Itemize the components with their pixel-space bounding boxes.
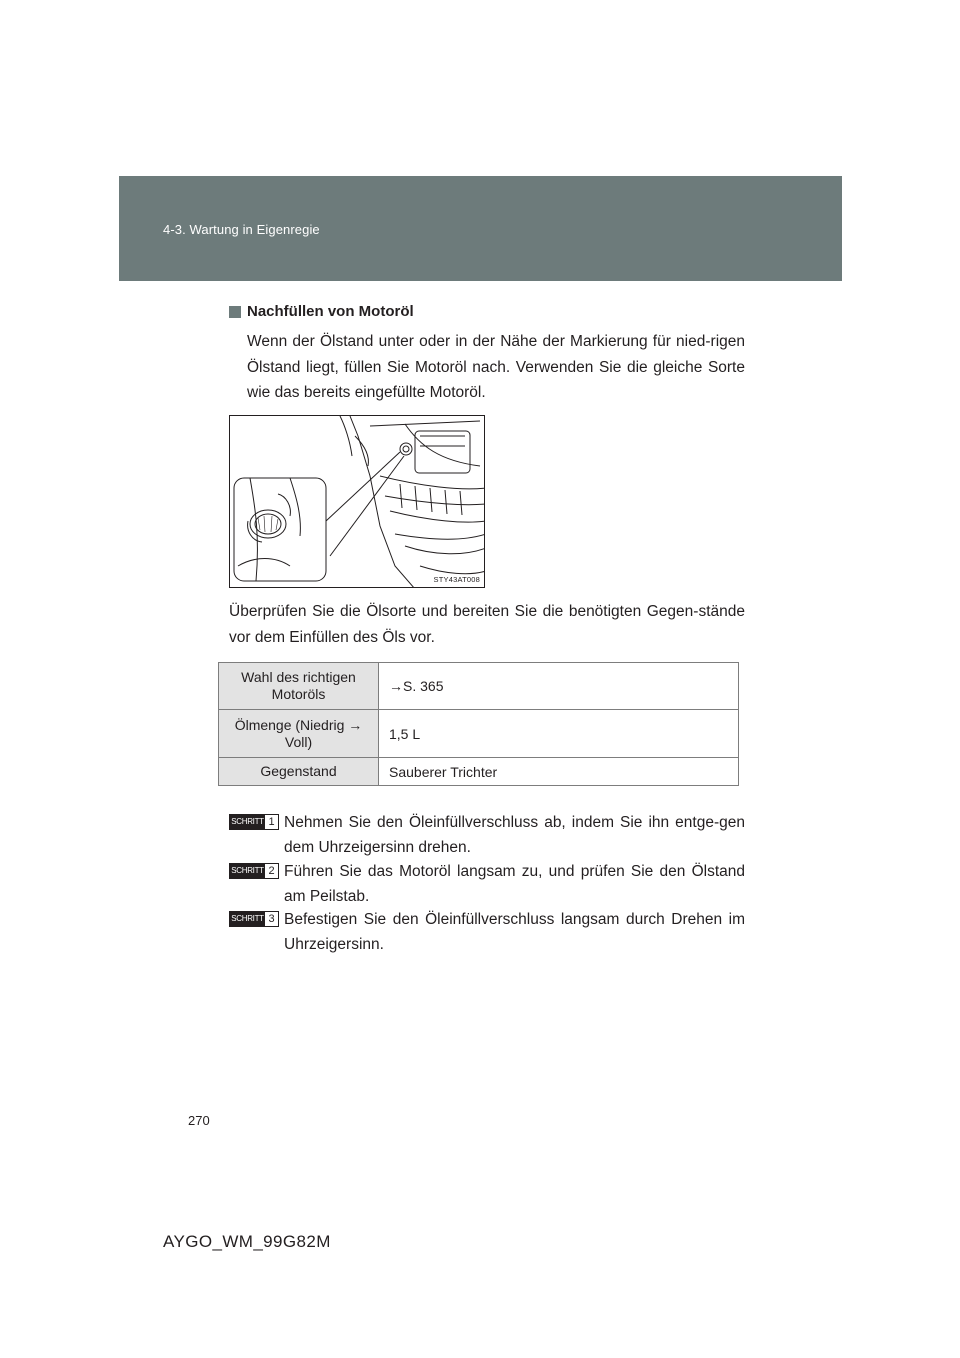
bullet-square-icon <box>229 306 241 318</box>
intro-paragraph: Wenn der Ölstand unter oder in der Nähe der Markierung für nied-rigen Ölstand liegt, füllen Sie Motoröl nach. Verwenden Sie die gleiche Sorte wie das bereits eingefüllte Motoröl. <box>247 333 745 401</box>
table-row <box>219 710 739 758</box>
section-title: 4-3. Wartung in Eigenregie <box>163 222 320 237</box>
table-value-cell: →S. 365 <box>379 663 739 710</box>
table-value-cell: Sauberer Trichter <box>379 758 739 786</box>
step-badge-label: SCHRITT <box>230 864 265 878</box>
step-badge-number: 2 <box>265 864 278 878</box>
step-text: Befestigen Sie den Öleinfüllverschluss langsam durch Drehen im Uhrzeigersinn. <box>284 911 745 953</box>
section-heading <box>229 303 414 320</box>
step-2 <box>229 860 745 909</box>
step-text: Führen Sie das Motoröl langsam zu, und prüfen Sie den Ölstand am Peilstab. <box>284 863 745 905</box>
document-code: AYGO_WM_99G82M <box>163 1232 331 1251</box>
table-key-cell: Wahl des richtigen Motoröls <box>219 663 379 710</box>
heading-text: Nachfüllen von Motoröl <box>247 303 414 320</box>
table-row <box>219 663 739 710</box>
step-3 <box>229 908 745 957</box>
step-badge-label: SCHRITT <box>230 912 265 926</box>
engine-oil-cap-illustration <box>229 415 485 588</box>
table-value-cell: 1,5 L <box>379 710 739 758</box>
step-badge <box>229 911 279 927</box>
step-badge-number: 3 <box>265 912 278 926</box>
check-paragraph: Überprüfen Sie die Ölsorte und bereiten Sie die benötigten Gegen-stände vor dem Einfüllen des Öls vor. <box>229 603 745 646</box>
spec-table <box>218 662 739 786</box>
table-row <box>219 758 739 786</box>
step-text: Nehmen Sie den Öleinfüllverschluss ab, indem Sie ihn entge-gen dem Uhrzeigersinn drehen. <box>284 814 745 856</box>
step-1 <box>229 811 745 860</box>
step-badge <box>229 863 279 879</box>
step-badge-number: 1 <box>265 815 278 829</box>
table-key-cell: Gegenstand <box>219 758 379 786</box>
engine-bay-drawing <box>230 416 485 588</box>
figure-code: STY43AT008 <box>433 575 480 584</box>
step-badge <box>229 814 279 830</box>
page-number: 270 <box>188 1113 210 1128</box>
table-key-cell: Ölmenge (Niedrig → Voll) <box>219 710 379 758</box>
step-badge-label: SCHRITT <box>230 815 265 829</box>
